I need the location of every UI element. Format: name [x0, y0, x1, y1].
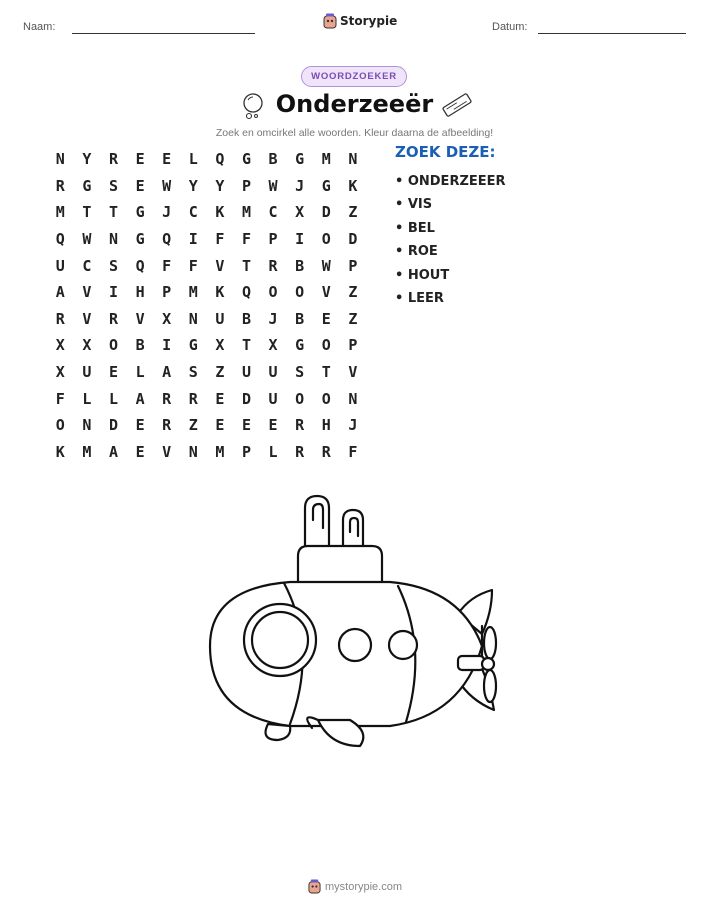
brand-name: Storypie — [340, 14, 398, 28]
grid-cell: K — [55, 442, 65, 461]
grid-cell: S — [108, 176, 118, 195]
grid-cell: E — [135, 176, 145, 195]
grid-cell: S — [295, 363, 305, 382]
grid-cell: L — [82, 389, 92, 408]
wood-plank-icon — [440, 92, 474, 118]
grid-cell: D — [241, 389, 251, 408]
grid-cell: S — [108, 256, 118, 275]
brand — [323, 13, 397, 29]
grid-cell: D — [348, 230, 358, 249]
grid-cell: V — [82, 283, 92, 302]
storypie-logo-icon — [308, 879, 321, 894]
grid-row — [47, 359, 367, 386]
grid-cell: R — [321, 442, 331, 461]
grid-cell: E — [215, 416, 225, 435]
grid-cell: R — [55, 309, 65, 328]
grid-cell: W — [321, 256, 331, 275]
word-item: • VIS — [395, 197, 433, 213]
date-label: Datum: — [492, 21, 528, 33]
grid-cell: O — [295, 389, 305, 408]
grid-cell: M — [82, 442, 92, 461]
grid-cell: P — [162, 283, 172, 302]
grid-cell: N — [188, 309, 198, 328]
grid-cell: B — [268, 150, 278, 169]
grid-cell: Z — [348, 283, 358, 302]
instructions: Zoek en omcirkel alle woorden. Kleur daarna de afbeelding! — [215, 127, 494, 139]
grid-cell: T — [241, 336, 251, 355]
grid-cell: U — [55, 256, 65, 275]
grid-cell: P — [241, 442, 251, 461]
grid-cell: X — [82, 336, 92, 355]
grid-cell: Q — [241, 283, 251, 302]
grid-cell: O — [321, 389, 331, 408]
grid-cell: V — [135, 309, 145, 328]
grid-cell: M — [215, 442, 225, 461]
grid-cell: J — [268, 309, 278, 328]
grid-cell: X — [215, 336, 225, 355]
grid-cell: F — [215, 230, 225, 249]
grid-cell: G — [188, 336, 198, 355]
grid-cell: R — [55, 176, 65, 195]
grid-cell: O — [321, 230, 331, 249]
grid-cell: X — [295, 203, 305, 222]
grid-row — [47, 173, 367, 200]
grid-row — [47, 279, 367, 306]
grid-cell: P — [348, 336, 358, 355]
footer-url: mystorypie.com — [325, 880, 403, 893]
grid-cell: F — [188, 256, 198, 275]
name-line — [72, 33, 255, 34]
grid-cell: Q — [162, 230, 172, 249]
grid-cell: R — [108, 309, 118, 328]
grid-cell: F — [348, 442, 358, 461]
grid-cell: Z — [188, 416, 198, 435]
grid-cell: L — [135, 363, 145, 382]
grid-cell: C — [82, 256, 92, 275]
grid-cell: G — [135, 203, 145, 222]
grid-row — [47, 332, 367, 359]
grid-cell: U — [82, 363, 92, 382]
page-title: Onderzeeër — [275, 90, 434, 118]
grid-cell: G — [241, 150, 251, 169]
grid-cell: V — [162, 442, 172, 461]
grid-cell: H — [321, 416, 331, 435]
grid-cell: N — [348, 389, 358, 408]
grid-cell: D — [321, 203, 331, 222]
footer — [308, 879, 402, 894]
grid-cell: K — [215, 203, 225, 222]
grid-cell: J — [162, 203, 172, 222]
grid-cell: I — [295, 230, 305, 249]
grid-row — [47, 412, 367, 439]
grid-cell: E — [135, 416, 145, 435]
grid-cell: C — [188, 203, 198, 222]
grid-cell: Q — [55, 230, 65, 249]
worksheet-type-badge: WOORDZOEKER — [301, 66, 407, 87]
grid-cell: G — [321, 176, 331, 195]
word-item: • HOUT — [395, 267, 450, 283]
grid-cell: H — [135, 283, 145, 302]
grid-cell: Y — [82, 150, 92, 169]
grid-cell: U — [241, 363, 251, 382]
grid-cell: E — [108, 363, 118, 382]
grid-cell: R — [295, 416, 305, 435]
grid-cell: U — [268, 389, 278, 408]
grid-cell: T — [82, 203, 92, 222]
grid-row — [47, 146, 367, 173]
grid-cell: R — [162, 389, 172, 408]
grid-cell: O — [295, 283, 305, 302]
grid-cell: G — [295, 336, 305, 355]
grid-cell: T — [321, 363, 331, 382]
grid-cell: Q — [215, 150, 225, 169]
grid-cell: K — [215, 283, 225, 302]
grid-cell: U — [215, 309, 225, 328]
grid-cell: G — [82, 176, 92, 195]
grid-cell: R — [162, 416, 172, 435]
grid-cell: E — [241, 416, 251, 435]
grid-cell: P — [348, 256, 358, 275]
grid-cell: X — [268, 336, 278, 355]
grid-row — [47, 385, 367, 412]
grid-cell: M — [188, 283, 198, 302]
grid-cell: N — [108, 230, 118, 249]
grid-cell: N — [82, 416, 92, 435]
grid-cell: B — [135, 336, 145, 355]
grid-cell: M — [321, 150, 331, 169]
grid-cell: I — [188, 230, 198, 249]
grid-cell: S — [188, 363, 198, 382]
grid-row — [47, 439, 367, 466]
grid-cell: A — [108, 442, 118, 461]
grid-cell: E — [268, 416, 278, 435]
grid-cell: F — [55, 389, 65, 408]
grid-cell: V — [82, 309, 92, 328]
grid-cell: W — [162, 176, 172, 195]
word-item: • ROE — [395, 244, 438, 260]
grid-row — [47, 226, 367, 253]
grid-cell: G — [135, 230, 145, 249]
grid-cell: B — [295, 256, 305, 275]
grid-cell: Z — [348, 203, 358, 222]
grid-cell: A — [135, 389, 145, 408]
grid-row — [47, 306, 367, 333]
grid-cell: P — [241, 176, 251, 195]
grid-cell: K — [348, 176, 358, 195]
grid-cell: I — [162, 336, 172, 355]
grid-row — [47, 252, 367, 279]
grid-cell: U — [268, 363, 278, 382]
storypie-logo-icon — [323, 13, 337, 29]
grid-cell: M — [241, 203, 251, 222]
grid-cell: Y — [188, 176, 198, 195]
word-search-grid — [47, 146, 367, 465]
grid-cell: A — [55, 283, 65, 302]
grid-cell: W — [268, 176, 278, 195]
grid-cell: O — [55, 416, 65, 435]
grid-cell: O — [108, 336, 118, 355]
grid-cell: E — [321, 309, 331, 328]
grid-cell: B — [295, 309, 305, 328]
grid-cell: Y — [215, 176, 225, 195]
grid-cell: N — [55, 150, 65, 169]
grid-cell: X — [162, 309, 172, 328]
grid-cell: E — [215, 389, 225, 408]
grid-cell: E — [135, 150, 145, 169]
grid-cell: C — [268, 203, 278, 222]
grid-cell: V — [321, 283, 331, 302]
grid-cell: L — [268, 442, 278, 461]
grid-cell: Z — [348, 309, 358, 328]
word-list — [395, 143, 506, 310]
grid-cell: A — [162, 363, 172, 382]
grid-cell: W — [82, 230, 92, 249]
grid-cell: V — [348, 363, 358, 382]
grid-cell: E — [135, 442, 145, 461]
grid-cell: J — [348, 416, 358, 435]
grid-cell: B — [241, 309, 251, 328]
grid-cell: R — [295, 442, 305, 461]
grid-cell: R — [188, 389, 198, 408]
grid-cell: L — [188, 150, 198, 169]
grid-row — [47, 199, 367, 226]
grid-cell: R — [268, 256, 278, 275]
word-item: • ONDERZEEER — [395, 174, 506, 189]
grid-cell: L — [108, 389, 118, 408]
word-list-title: ZOEK DEZE: — [395, 143, 496, 161]
name-label: Naam: — [23, 21, 56, 33]
grid-cell: O — [268, 283, 278, 302]
grid-cell: X — [55, 336, 65, 355]
grid-cell: F — [241, 230, 251, 249]
word-item: • LEER — [395, 290, 444, 306]
grid-cell: D — [108, 416, 118, 435]
date-line — [538, 33, 686, 34]
grid-cell: E — [162, 150, 172, 169]
grid-cell: F — [162, 256, 172, 275]
grid-cell: X — [55, 363, 65, 382]
grid-cell: Z — [215, 363, 225, 382]
grid-cell: N — [188, 442, 198, 461]
grid-cell: V — [215, 256, 225, 275]
grid-cell: T — [108, 203, 118, 222]
word-item: • BEL — [395, 220, 435, 236]
submarine-coloring-image — [200, 488, 510, 748]
grid-cell: Q — [135, 256, 145, 275]
grid-cell: N — [348, 150, 358, 169]
grid-cell: P — [268, 230, 278, 249]
grid-cell: O — [321, 336, 331, 355]
grid-cell: I — [108, 283, 118, 302]
grid-cell: R — [108, 150, 118, 169]
grid-cell: J — [295, 176, 305, 195]
grid-cell: M — [55, 203, 65, 222]
grid-cell: T — [241, 256, 251, 275]
grid-cell: G — [295, 150, 305, 169]
